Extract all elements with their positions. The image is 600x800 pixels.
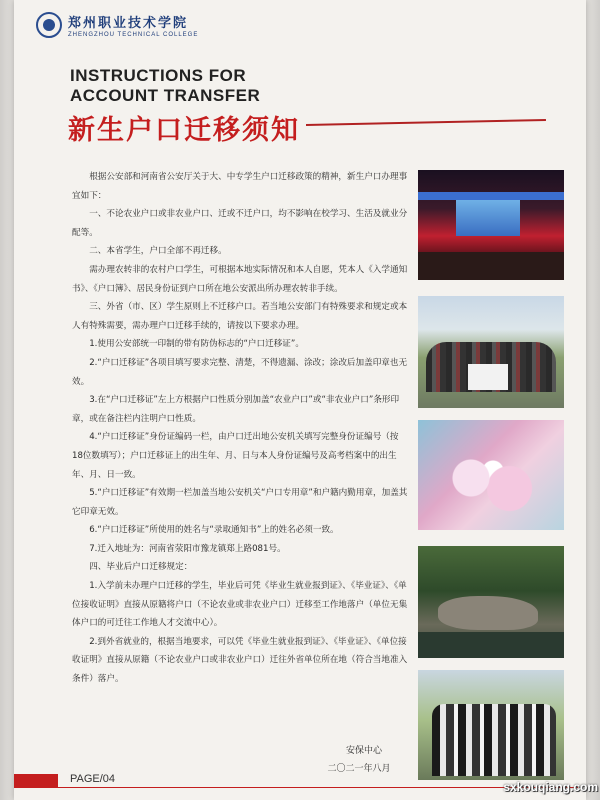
photo-ceremony [418,170,564,280]
page-title: 新生户口迁移须知 [68,115,300,146]
paragraph: 2.“户口迁移证”各项目填写要求完整、清楚，不得遗漏、涂改；涂改后加盖印章也无效。 [72,357,408,387]
title-divider [306,119,546,126]
title-english [70,66,260,106]
paragraph: 7.迁入地址为：河南省荥阳市豫龙镇郑上路081号。 [89,543,286,554]
photo-sports-event [418,670,564,780]
paragraph: 一、不论农业户口或非农业户口、迁或不迁户口，均不影响在校学习、生活及就业分配等。 [72,209,408,238]
notice-body [72,168,408,689]
watermark-text: sxkouqiang.com [503,780,598,794]
paragraph: 2.到外省就业的，根据当地要求，可以凭《毕业生就业报到证》、《毕业证》、《单位接收证明》直接从原籍（不论农业户口或非农业户口）迁往外省单位所在地（符合当地准入条件）落户。 [72,636,408,685]
school-logo-icon [36,12,62,38]
page-header [36,8,198,42]
page-gutter-left [0,0,14,800]
signature-org: 安保中心 [345,746,382,756]
signature-date: 二〇二一年八月 [327,764,391,774]
footer-accent-bar [14,774,58,788]
paragraph: 二、本省学生，户口全部不再迁移。 [89,246,227,257]
title-english-line1: INSTRUCTIONS FOR [70,66,247,85]
signature-block [314,742,404,778]
brochure-page [14,0,586,800]
paragraph: 5.“户口迁移证”有效期一栏加盖当地公安机关“户口专用章”和户籍内勤用章，加盖其它印章无效。 [72,488,408,517]
title-english-line2: ACCOUNT TRANSFER [70,86,261,105]
paragraph: 4.“户口迁移证”身份证编码一栏，由户口迁出地公安机关填写完整身份证编号（按18位数填写）；户口迁移证上的出生年、月、日与本人身份证编号及高考档案中的出生年、月、日一致。 [72,432,399,480]
school-name-cn: 郑州职业技术学院 [68,16,189,31]
paragraph: 三、外省（市、区）学生原则上不迁移户口。若当地公安部门有特殊要求和规定或本人有特殊需要，需办理户口迁移手续的，请按以下要求办理。 [72,302,408,331]
footer-divider [58,787,578,788]
paragraph: 6.“户口迁移证”所使用的姓名与“录取通知书”上的姓名必须一致。 [89,525,339,536]
paragraph: 需办理农转非的农村户口学生，可根据本地实际情况和本人自愿，凭本人《入学通知书》、《户口簿》、居民身份证到户口所在地公安派出所办理农转非手续。 [72,264,408,294]
paragraph: 3.在“户口迁移证”左上方根据户口性质分别加盖“农业户口”或“非农业户口”条形印章，或在备注栏内注明户口性质。 [72,395,400,424]
paragraph: 根据公安部和河南省公安厅关于大、中专学生户口迁移政策的精神，新生户口办理事宜如下： [72,172,408,201]
photo-dance-performance [418,420,564,530]
school-name-en: ZHENGZHOU TECHNICAL COLLEGE [68,32,199,38]
paragraph: 1.使用公安部统一印制的带有防伪标志的“户口迁移证”。 [89,339,304,350]
paragraph: 1.入学前未办理户口迁移的学生，毕业后可凭《毕业生就业报到证》、《毕业证》、《单位接收证明》直接从原籍将户口（不论农业或非农业户口）迁移至工作地落户（单位无集体户口的可迁往工作地人才交流中心）。 [72,581,408,629]
page-gutter-right [586,0,600,800]
page-number: PAGE/04 [70,773,116,785]
school-name [68,12,198,38]
paragraph: 四、毕业后户口迁移规定： [89,562,193,573]
photo-group [418,296,564,408]
photo-campus-garden [418,546,564,658]
